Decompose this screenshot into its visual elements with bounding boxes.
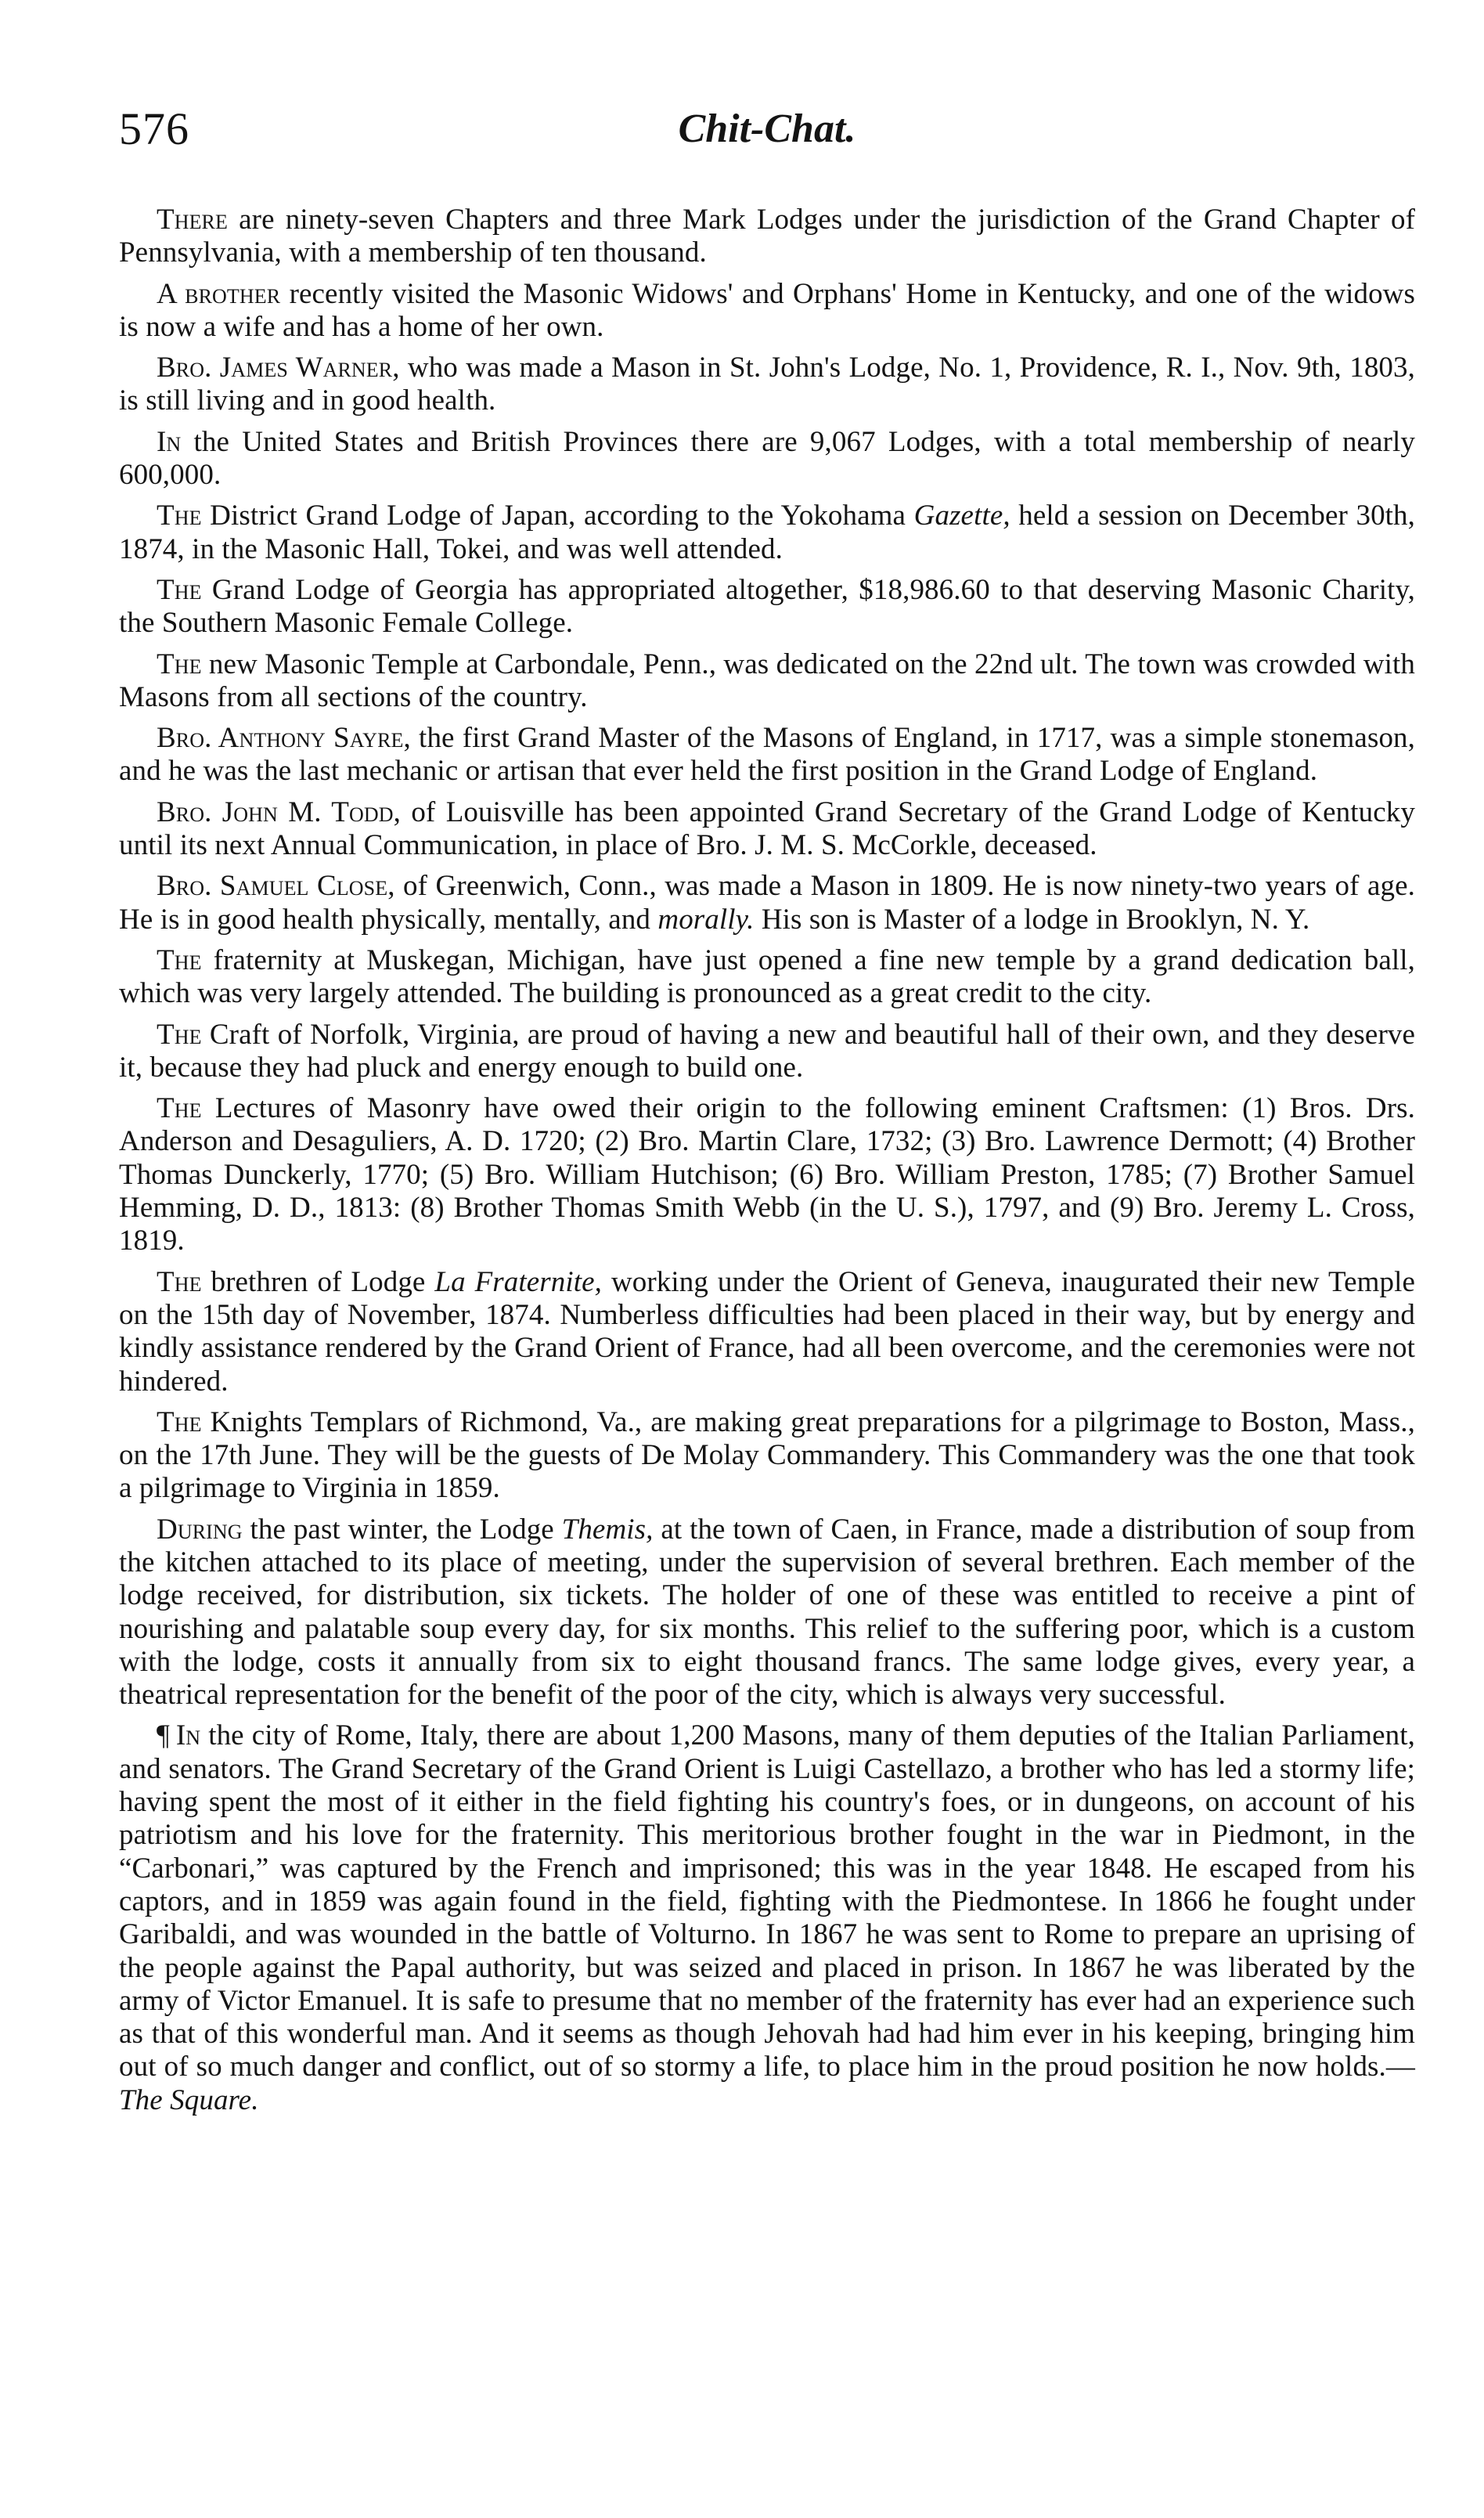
paragraph-lead: Bro. John M. Todd,	[157, 795, 401, 828]
paragraph-text: District Grand Lodge of Japan, according to the Yokohama	[201, 500, 914, 532]
paragraph-text: held a session on December 30th, 1874, in the Masonic Hall, Tokei, and was well attended.	[119, 500, 1416, 565]
paragraph-text: Lectures of Masonry have owed their origin to the following eminent Craftsmen: (1) Bros. Drs. Anderson and Desaguliers, A. D. 1720; (2) Bro. Martin Clare, 1732; (3) Bro. Lawrence Dermott; (4) Brother Thomas Dunckerly, 1770; (5) Bro. William Hutchison; (6) Bro. William Preston, 1785; (7) Brother Samuel Hemming, D. D., 1813: (8) Brother Thomas Smith Webb (in the U. S.), 1797, and (9) Bro. Jeremy L. Cross, 1819.	[119, 1092, 1415, 1257]
paragraph-lead: The	[157, 648, 202, 680]
paragraph-lodges-total	[119, 426, 1415, 492]
book-page	[119, 102, 1415, 2125]
paragraph-marker: ¶	[157, 1719, 170, 1752]
paragraph-text: of Greenwich, Conn., was made a Mason in 1809. He is now ninety-two years of age. He is in good health physically, mentally, and	[119, 870, 1415, 936]
paragraph-text: new Masonic Temple at Carbondale, Penn., was dedicated on the 22nd ult. The town was crowded with Masons from all sections of the country.	[119, 648, 1415, 713]
paragraph-text: His son is Master of a lodge in Brooklyn, N. Y.	[754, 903, 1310, 936]
paragraph-lead: Bro. James Warner,	[157, 352, 400, 384]
paragraph-text: working under the Orient of Geneva, inaugurated their new Temple on the 15th day of November, 1874. Numberless difficulties had been placed in their way, but by energy and kindly assistance rendered by the Grand Orient of France, had all been overcome, and the ceremonies were not hindered.	[119, 1265, 1415, 1398]
paragraph-text: Knights Templars of Richmond, Va., are making great preparations for a pilgrimage to Boston, Mass., on the 17th June. They will be the guests of De Molay Commandery. This Commandery was the one that took a pilgrimage to Virginia in 1859.	[119, 1405, 1415, 1505]
paragraph-widows-home-kentucky	[119, 278, 1415, 345]
paragraph-italic: The Square.	[119, 2083, 259, 2116]
running-title: Chit-Chat.	[678, 106, 856, 151]
paragraph-lead: During	[157, 1513, 243, 1546]
paragraph-italic: Themis,	[561, 1513, 654, 1546]
paragraph-text: Craft of Norfolk, Virginia, are proud of having a new and beautiful hall of their own, and they deserve it, because they had pluck and energy enough to build one.	[119, 1018, 1415, 1084]
paragraph-knights-templars-richmond	[119, 1406, 1415, 1506]
paragraph-lead: The	[157, 943, 202, 976]
paragraph-grand-lodge-georgia	[119, 574, 1415, 640]
paragraph-lead: In	[157, 425, 182, 458]
paragraph-text: brethren of Lodge	[201, 1265, 435, 1298]
paragraph-lead: The	[157, 573, 202, 606]
paragraph-james-warner	[119, 352, 1415, 418]
paragraph-text: the city of Rome, Italy, there are about 1,200 Masons, many of them deputies of the Italian Parliament, and senators. The Grand Secretary of the Grand Orient is Luigi Castellazo, a brother who has led a stormy life; having spent the most of it either in the field fighting his country's foes, or in dungeons, on account of his patriotism and his love for the fraternity. This meritorious brother fought in the war in Piedmont, in the “Carbonari,” was captured by the French and imprisoned; this was in the year 1848. He escaped from his captors, and in 1859 was again found in the field, fighting with the Piedmontese. In 1866 he fought under Garibaldi, and was wounded in the battle of Volturno. In 1867 he was sent to Rome to prepare an uprising of the people against the Papal authority, but was seized and placed in prison. In 1867 he was liberated by the army of Victor Emanuel. It is safe to presume that no member of the fraternity has ever had an experience such as that of this wonderful man. And it seems as though Jehovah had had him ever in his keeping, bringing him out of so much danger and conflict, out of so stormy a life, to place him in the proud position he now holds.—	[119, 1719, 1415, 2083]
paragraph-chapters-pennsylvania	[119, 204, 1415, 270]
paragraph-italic: Gazette,	[913, 500, 1010, 532]
paragraph-lodge-themis	[119, 1513, 1415, 1712]
paragraph-text: recently visited the Masonic Widows' and Orphans' Home in Kentucky, and one of the widows is now a wife and has a home of her own.	[119, 277, 1415, 343]
paragraph-text: the first Grand Master of the Masons of England, in 1717, was a simple stonemason, and he was the last mechanic or artisan that ever held the first position in the Grand Lodge of England.	[119, 722, 1416, 788]
paragraph-lead: The	[157, 1018, 202, 1051]
paragraph-lead: The	[157, 500, 202, 532]
paragraph-lead: The	[157, 1265, 202, 1298]
paragraph-grand-lodge-japan	[119, 500, 1415, 566]
paragraph-text: Grand Lodge of Georgia has appropriated altogether, $18,986.60 to that deserving Masonic Charity, the Southern Masonic Female College.	[119, 573, 1415, 640]
paragraph-lead: There	[157, 204, 228, 236]
paragraph-samuel-close	[119, 870, 1415, 936]
paragraph-text: of Louisville has been appointed Grand Secretary of the Grand Lodge of Kentucky until its next Annual Communication, in place of Bro. J. M. S. McCorkle, deceased.	[119, 795, 1415, 862]
paragraph-text: are ninety-seven Chapters and three Mark Lodges under the jurisdiction of the Grand Chapter of Pennsylvania, with a membership of ten thousand.	[119, 204, 1415, 269]
paragraph-anthony-sayre	[119, 722, 1415, 788]
paragraph-muskegan-temple	[119, 944, 1415, 1011]
paragraph-la-fraternite	[119, 1266, 1415, 1398]
paragraph-lead: The	[157, 1405, 202, 1438]
paragraph-text: fraternity at Muskegan, Michigan, have just opened a fine new temple by a grand dedication ball, which was very largely attended. The building is pronounced as a great credit to the city.	[119, 943, 1415, 1010]
article-body	[119, 204, 1415, 2117]
paragraph-rome-masons	[119, 1719, 1415, 2117]
paragraph-text: the United States and British Provinces there are 9,067 Lodges, with a total membership of nearly 600,000.	[119, 425, 1415, 492]
paragraph-norfolk-hall	[119, 1019, 1415, 1085]
paragraph-lectures-of-masonry	[119, 1092, 1415, 1257]
page-number: 576	[119, 103, 189, 154]
paragraph-lead: A brother	[157, 277, 281, 310]
paragraph-carbondale-temple	[119, 648, 1415, 715]
page-header	[119, 102, 1415, 174]
paragraph-lead: The	[157, 1092, 202, 1125]
paragraph-lead: Bro. Anthony Sayre,	[157, 722, 411, 755]
paragraph-text: who was made a Mason in St. John's Lodge, No. 1, Providence, R. I., Nov. 9th, 1803, is still living and in good health.	[119, 352, 1415, 417]
paragraph-text: at the town of Caen, in France, made a distribution of soup from the kitchen attached to its place of meeting, under the supervision of several brethren. Each member of the lodge received, for distribution, six tickets. The holder of one of these was entitled to receive a pint of nourishing and palatable soup every day, for six months. This relief to the suffering poor, which is a custom with the lodge, costs it annually from six to eight thousand francs. The same lodge gives, every year, a theatrical representation for the benefit of the poor of the city, which is always very successful.	[119, 1513, 1415, 1712]
paragraph-text: the past winter, the Lodge	[242, 1513, 562, 1546]
paragraph-italic: La Fraternite,	[434, 1265, 603, 1298]
paragraph-john-todd	[119, 796, 1415, 863]
paragraph-italic: morally.	[657, 903, 755, 936]
paragraph-lead: Bro. Samuel Close,	[157, 870, 395, 903]
paragraph-lead: In	[175, 1719, 201, 1752]
